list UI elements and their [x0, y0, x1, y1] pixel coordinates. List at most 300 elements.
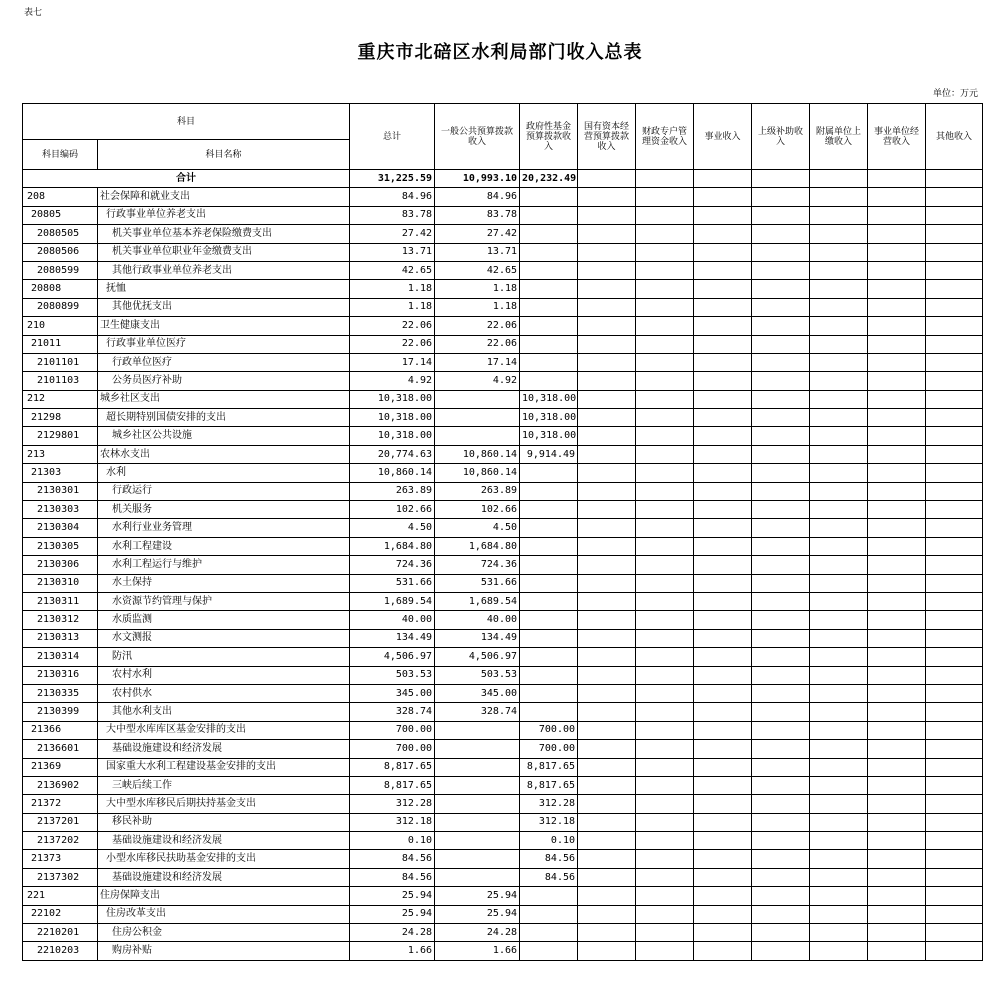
empty-cell	[578, 740, 636, 758]
empty-cell	[578, 905, 636, 923]
table-row	[23, 353, 983, 371]
empty-cell	[578, 813, 636, 831]
general-budget-cell: 10,860.14	[435, 464, 520, 482]
subject-name: 住房公积金	[98, 924, 350, 942]
general-budget-cell	[435, 813, 520, 831]
empty-cell	[636, 666, 694, 684]
total-cell: 312.18	[350, 813, 435, 831]
table-row	[23, 703, 983, 721]
income-summary-table	[22, 103, 983, 961]
total-cell: 0.10	[350, 832, 435, 850]
general-budget-cell: 328.74	[435, 703, 520, 721]
empty-cell	[578, 758, 636, 776]
empty-cell	[578, 501, 636, 519]
empty-cell	[578, 409, 636, 427]
header-affiliated: 附属单位上缴收入	[810, 104, 868, 170]
subject-code: 2136902	[23, 776, 98, 794]
subject-code: 2130311	[23, 592, 98, 610]
empty-cell	[868, 427, 926, 445]
subject-name: 住房改革支出	[98, 905, 350, 923]
empty-cell	[868, 372, 926, 390]
total-cell: 27.42	[350, 225, 435, 243]
subject-name: 三峡后续工作	[98, 776, 350, 794]
subject-code: 2101103	[23, 372, 98, 390]
empty-cell	[636, 243, 694, 261]
empty-cell	[694, 464, 752, 482]
gov-fund-cell: 700.00	[520, 740, 578, 758]
subject-code: 2130312	[23, 611, 98, 629]
table-row	[23, 519, 983, 537]
gov-fund-cell	[520, 592, 578, 610]
empty-cell	[810, 574, 868, 592]
subject-code: 2130303	[23, 501, 98, 519]
empty-cell	[752, 813, 810, 831]
empty-cell	[926, 225, 983, 243]
subject-name: 其他水利支出	[98, 703, 350, 721]
empty-cell	[868, 795, 926, 813]
empty-cell	[636, 887, 694, 905]
empty-cell	[810, 335, 868, 353]
empty-cell	[636, 501, 694, 519]
header-fiscal-special: 财政专户管理资金收入	[636, 104, 694, 170]
total-cell: 20,774.63	[350, 445, 435, 463]
subject-code: 2137202	[23, 832, 98, 850]
empty-cell	[636, 519, 694, 537]
gov-fund-cell: 9,914.49	[520, 445, 578, 463]
empty-cell	[578, 482, 636, 500]
table-row	[23, 684, 983, 702]
general-budget-cell: 263.89	[435, 482, 520, 500]
empty-cell	[926, 574, 983, 592]
empty-cell	[636, 409, 694, 427]
gov-fund-cell	[520, 206, 578, 224]
empty-cell	[752, 905, 810, 923]
empty-cell	[926, 464, 983, 482]
table-row	[23, 666, 983, 684]
empty-cell	[694, 740, 752, 758]
table-row	[23, 868, 983, 886]
empty-cell	[868, 721, 926, 739]
table-row	[23, 427, 983, 445]
empty-cell	[694, 261, 752, 279]
general-budget-cell: 1,689.54	[435, 592, 520, 610]
empty-cell	[752, 188, 810, 206]
gov-fund-cell	[520, 280, 578, 298]
empty-cell	[636, 629, 694, 647]
empty-cell	[810, 188, 868, 206]
subject-name: 基础设施建设和经济发展	[98, 868, 350, 886]
subject-code: 2137302	[23, 868, 98, 886]
empty-cell	[578, 887, 636, 905]
empty-cell	[636, 740, 694, 758]
gov-fund-cell	[520, 666, 578, 684]
empty-cell	[694, 225, 752, 243]
empty-cell	[694, 353, 752, 371]
table-row	[23, 740, 983, 758]
total-cell: 84.96	[350, 188, 435, 206]
empty-cell	[636, 684, 694, 702]
empty-cell	[636, 592, 694, 610]
empty-cell	[926, 666, 983, 684]
subject-code: 2210203	[23, 942, 98, 960]
empty-cell	[752, 703, 810, 721]
subject-code: 2129801	[23, 427, 98, 445]
empty-cell	[868, 482, 926, 500]
gov-fund-cell: 10,318.00	[520, 427, 578, 445]
empty-cell	[578, 629, 636, 647]
empty-cell	[694, 335, 752, 353]
total-cell: 4.50	[350, 519, 435, 537]
subject-name: 社会保障和就业支出	[98, 188, 350, 206]
empty-cell	[578, 684, 636, 702]
gov-fund-cell	[520, 501, 578, 519]
table-row	[23, 611, 983, 629]
empty-cell	[810, 390, 868, 408]
table-row	[23, 243, 983, 261]
general-budget-cell	[435, 795, 520, 813]
subject-name: 机关事业单位基本养老保险缴费支出	[98, 225, 350, 243]
empty-cell	[578, 390, 636, 408]
subject-code: 2130310	[23, 574, 98, 592]
gov-fund-cell	[520, 629, 578, 647]
general-budget-cell	[435, 850, 520, 868]
general-budget-cell	[435, 776, 520, 794]
empty-cell	[636, 280, 694, 298]
subject-name: 水土保持	[98, 574, 350, 592]
empty-cell	[926, 335, 983, 353]
gov-fund-cell	[520, 298, 578, 316]
gov-fund-cell: 10,318.00	[520, 390, 578, 408]
empty-cell	[694, 206, 752, 224]
empty-cell	[926, 758, 983, 776]
empty-cell	[810, 353, 868, 371]
gov-fund-cell: 312.28	[520, 795, 578, 813]
total-cell: 1.66	[350, 942, 435, 960]
empty-cell	[810, 776, 868, 794]
empty-cell	[868, 261, 926, 279]
empty-cell	[636, 813, 694, 831]
empty-cell	[694, 942, 752, 960]
empty-cell	[752, 758, 810, 776]
total-row	[23, 170, 983, 188]
subject-code: 210	[23, 317, 98, 335]
empty-cell	[578, 372, 636, 390]
empty-cell	[810, 409, 868, 427]
total-cell: 312.28	[350, 795, 435, 813]
empty-cell	[868, 758, 926, 776]
empty-cell	[810, 427, 868, 445]
subject-code: 2130304	[23, 519, 98, 537]
empty-cell	[752, 592, 810, 610]
empty-cell	[694, 556, 752, 574]
empty-cell	[752, 409, 810, 427]
total-cell: 83.78	[350, 206, 435, 224]
empty-cell	[636, 427, 694, 445]
empty-cell	[926, 427, 983, 445]
general-budget-cell: 17.14	[435, 353, 520, 371]
empty-cell	[636, 850, 694, 868]
empty-cell	[752, 225, 810, 243]
subject-name: 小型水库移民扶助基金安排的支出	[98, 850, 350, 868]
subject-code: 21369	[23, 758, 98, 776]
subject-code: 2130314	[23, 648, 98, 666]
gov-fund-cell: 8,817.65	[520, 776, 578, 794]
empty-cell	[752, 353, 810, 371]
empty-cell	[636, 537, 694, 555]
empty-cell	[752, 261, 810, 279]
general-budget-cell: 10,860.14	[435, 445, 520, 463]
empty-cell	[810, 813, 868, 831]
empty-cell	[752, 445, 810, 463]
gov-fund-cell	[520, 703, 578, 721]
subject-code: 22102	[23, 905, 98, 923]
empty-cell	[868, 629, 926, 647]
empty-cell	[636, 611, 694, 629]
empty-cell	[694, 721, 752, 739]
total-empty-cell	[636, 170, 694, 188]
empty-cell	[752, 298, 810, 316]
total-cell: 700.00	[350, 721, 435, 739]
total-cell: 84.56	[350, 850, 435, 868]
subject-code: 2080899	[23, 298, 98, 316]
table-row	[23, 280, 983, 298]
table-row	[23, 721, 983, 739]
empty-cell	[636, 924, 694, 942]
subject-name: 水文测报	[98, 629, 350, 647]
empty-cell	[694, 924, 752, 942]
subject-code: 2130301	[23, 482, 98, 500]
empty-cell	[578, 225, 636, 243]
empty-cell	[694, 280, 752, 298]
table-row	[23, 758, 983, 776]
total-cell: 84.56	[350, 868, 435, 886]
subject-name: 行政单位医疗	[98, 353, 350, 371]
empty-cell	[926, 648, 983, 666]
table-row	[23, 795, 983, 813]
empty-cell	[636, 390, 694, 408]
empty-cell	[926, 243, 983, 261]
empty-cell	[636, 464, 694, 482]
empty-cell	[578, 795, 636, 813]
subject-name: 其他行政事业单位养老支出	[98, 261, 350, 279]
general-budget-cell	[435, 832, 520, 850]
empty-cell	[578, 353, 636, 371]
empty-cell	[926, 703, 983, 721]
empty-cell	[636, 372, 694, 390]
general-budget-cell: 40.00	[435, 611, 520, 629]
empty-cell	[868, 501, 926, 519]
subject-code: 21366	[23, 721, 98, 739]
general-budget-cell: 531.66	[435, 574, 520, 592]
total-cell: 10,318.00	[350, 390, 435, 408]
empty-cell	[868, 317, 926, 335]
subject-code: 2101101	[23, 353, 98, 371]
subject-name: 行政运行	[98, 482, 350, 500]
subject-code: 2130305	[23, 537, 98, 555]
total-cell: 345.00	[350, 684, 435, 702]
empty-cell	[752, 482, 810, 500]
empty-cell	[694, 887, 752, 905]
table-row	[23, 298, 983, 316]
gov-fund-cell	[520, 556, 578, 574]
table-row	[23, 317, 983, 335]
empty-cell	[752, 924, 810, 942]
empty-cell	[752, 206, 810, 224]
empty-cell	[694, 666, 752, 684]
empty-cell	[752, 721, 810, 739]
empty-cell	[694, 776, 752, 794]
header-business: 事业收入	[694, 104, 752, 170]
empty-cell	[578, 924, 636, 942]
empty-cell	[868, 206, 926, 224]
empty-cell	[694, 868, 752, 886]
empty-cell	[926, 206, 983, 224]
subject-name: 大中型水库库区基金安排的支出	[98, 721, 350, 739]
empty-cell	[810, 942, 868, 960]
empty-cell	[926, 298, 983, 316]
empty-cell	[868, 353, 926, 371]
gov-fund-cell: 84.56	[520, 868, 578, 886]
total-gov-fund: 20,232.49	[520, 170, 578, 188]
general-budget-cell: 503.53	[435, 666, 520, 684]
empty-cell	[810, 832, 868, 850]
empty-cell	[810, 519, 868, 537]
general-budget-cell: 4.50	[435, 519, 520, 537]
subject-code: 2130335	[23, 684, 98, 702]
total-general: 10,993.10	[435, 170, 520, 188]
empty-cell	[578, 188, 636, 206]
empty-cell	[694, 648, 752, 666]
empty-cell	[694, 390, 752, 408]
total-cell: 1,684.80	[350, 537, 435, 555]
empty-cell	[578, 721, 636, 739]
empty-cell	[694, 592, 752, 610]
empty-cell	[694, 317, 752, 335]
unit-label: 单位：万元	[932, 89, 978, 99]
empty-cell	[926, 261, 983, 279]
empty-cell	[868, 887, 926, 905]
empty-cell	[926, 372, 983, 390]
empty-cell	[752, 390, 810, 408]
table-row	[23, 225, 983, 243]
table-row	[23, 482, 983, 500]
empty-cell	[752, 537, 810, 555]
table-row	[23, 924, 983, 942]
total-cell: 1,689.54	[350, 592, 435, 610]
header-state-capital: 国有资本经营预算拨款收入	[578, 104, 636, 170]
empty-cell	[694, 611, 752, 629]
table-row	[23, 574, 983, 592]
subject-name: 水利工程建设	[98, 537, 350, 555]
empty-cell	[752, 501, 810, 519]
empty-cell	[752, 629, 810, 647]
subject-code: 21011	[23, 335, 98, 353]
empty-cell	[810, 850, 868, 868]
total-cell: 724.36	[350, 556, 435, 574]
empty-cell	[578, 868, 636, 886]
empty-cell	[636, 353, 694, 371]
empty-cell	[694, 482, 752, 500]
empty-cell	[578, 206, 636, 224]
empty-cell	[578, 574, 636, 592]
empty-cell	[694, 537, 752, 555]
subject-code: 21372	[23, 795, 98, 813]
empty-cell	[578, 445, 636, 463]
table-row	[23, 648, 983, 666]
gov-fund-cell	[520, 372, 578, 390]
table-row	[23, 206, 983, 224]
empty-cell	[926, 795, 983, 813]
general-budget-cell	[435, 868, 520, 886]
gov-fund-cell	[520, 243, 578, 261]
subject-name: 住房保障支出	[98, 887, 350, 905]
empty-cell	[752, 372, 810, 390]
header-other: 其他收入	[926, 104, 983, 170]
empty-cell	[810, 924, 868, 942]
subject-name: 公务员医疗补助	[98, 372, 350, 390]
subject-name: 防汛	[98, 648, 350, 666]
empty-cell	[694, 850, 752, 868]
total-cell: 13.71	[350, 243, 435, 261]
header-total: 总计	[350, 104, 435, 170]
empty-cell	[752, 740, 810, 758]
general-budget-cell	[435, 721, 520, 739]
empty-cell	[810, 501, 868, 519]
subject-name: 移民补助	[98, 813, 350, 831]
empty-cell	[926, 942, 983, 960]
empty-cell	[926, 887, 983, 905]
gov-fund-cell: 10,318.00	[520, 409, 578, 427]
general-budget-cell: 1.18	[435, 298, 520, 316]
empty-cell	[694, 905, 752, 923]
empty-cell	[810, 758, 868, 776]
empty-cell	[752, 684, 810, 702]
table-row	[23, 629, 983, 647]
empty-cell	[752, 556, 810, 574]
total-empty-cell	[752, 170, 810, 188]
empty-cell	[694, 684, 752, 702]
subject-name: 购房补贴	[98, 942, 350, 960]
empty-cell	[752, 868, 810, 886]
empty-cell	[636, 868, 694, 886]
total-cell: 42.65	[350, 261, 435, 279]
empty-cell	[694, 188, 752, 206]
empty-cell	[694, 243, 752, 261]
empty-cell	[636, 556, 694, 574]
empty-cell	[810, 684, 868, 702]
empty-cell	[868, 611, 926, 629]
general-budget-cell: 724.36	[435, 556, 520, 574]
gov-fund-cell	[520, 887, 578, 905]
table-row	[23, 464, 983, 482]
empty-cell	[636, 905, 694, 923]
empty-cell	[868, 556, 926, 574]
subject-name: 国家重大水利工程建设基金安排的支出	[98, 758, 350, 776]
empty-cell	[752, 648, 810, 666]
empty-cell	[694, 574, 752, 592]
empty-cell	[578, 850, 636, 868]
empty-cell	[868, 905, 926, 923]
table-row	[23, 409, 983, 427]
subject-code: 2130313	[23, 629, 98, 647]
general-budget-cell: 102.66	[435, 501, 520, 519]
empty-cell	[578, 464, 636, 482]
empty-cell	[636, 335, 694, 353]
subject-name: 卫生健康支出	[98, 317, 350, 335]
total-cell: 1.18	[350, 298, 435, 316]
empty-cell	[636, 758, 694, 776]
subject-name: 水资源节约管理与保护	[98, 592, 350, 610]
